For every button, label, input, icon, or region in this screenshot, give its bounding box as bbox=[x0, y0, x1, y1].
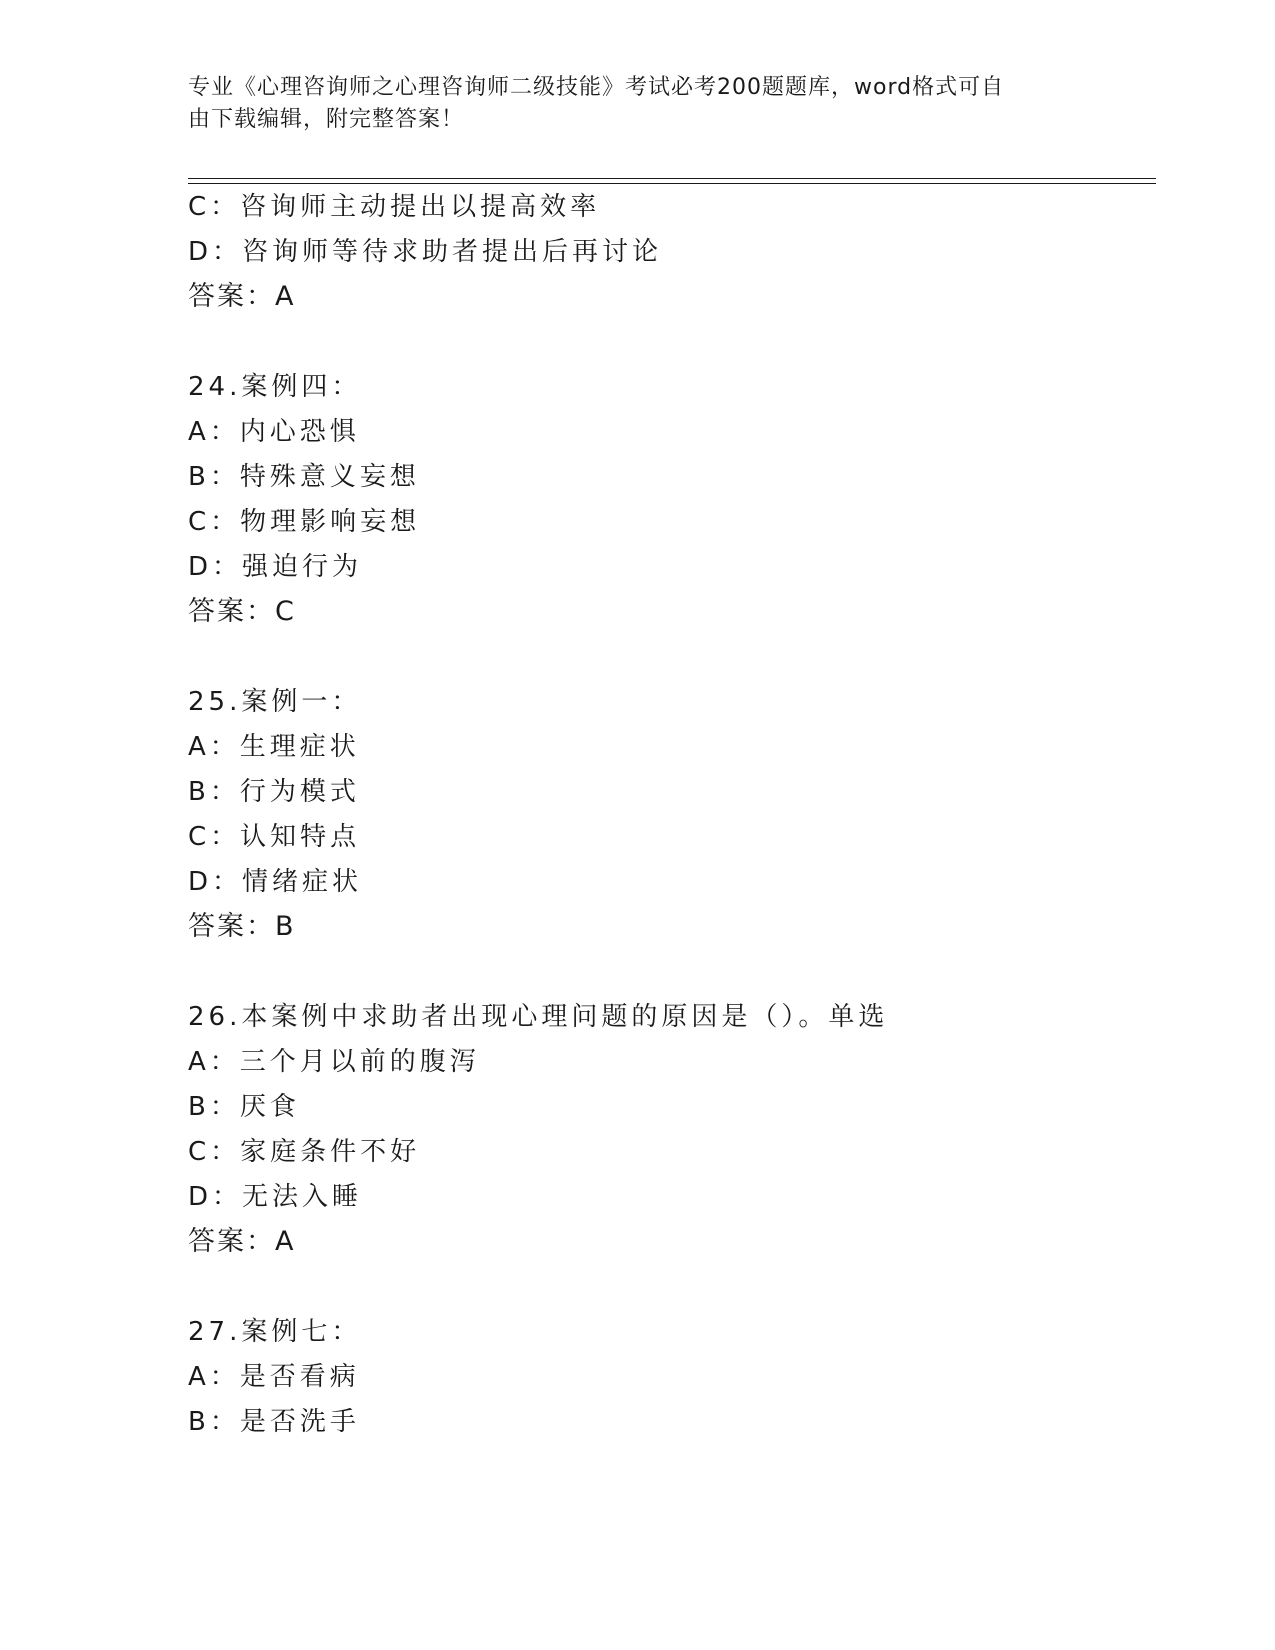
option-c: C：咨询师主动提出以提高效率 bbox=[188, 192, 601, 222]
option-c: C：物理影响妄想 bbox=[188, 507, 421, 537]
option-a: A：内心恐惧 bbox=[188, 417, 360, 447]
header-divider-bottom bbox=[188, 183, 1156, 184]
answer-line: 答案：B bbox=[188, 911, 296, 942]
question-26: 26.本案例中求助者出现心理问题的原因是（）。单选 bbox=[188, 1002, 889, 1032]
option-d: D：强迫行为 bbox=[188, 552, 363, 582]
option-b: B：厌食 bbox=[188, 1092, 300, 1122]
option-c: C：认知特点 bbox=[188, 822, 361, 852]
option-a: A：生理症状 bbox=[188, 732, 360, 762]
document-header bbox=[188, 72, 1088, 136]
answer-line: 答案：A bbox=[188, 1226, 296, 1257]
option-b: B：是否洗手 bbox=[188, 1407, 360, 1437]
question-25: 25.案例一： bbox=[188, 687, 362, 717]
header-line-2: 由下载编辑，附完整答案！ bbox=[188, 107, 465, 132]
answer-line: 答案：A bbox=[188, 281, 296, 312]
option-d: D：无法入睡 bbox=[188, 1182, 363, 1212]
option-d: D：情绪症状 bbox=[188, 867, 363, 897]
question-24: 24.案例四： bbox=[188, 372, 362, 402]
question-27: 27.案例七： bbox=[188, 1317, 362, 1347]
option-a: A：三个月以前的腹泻 bbox=[188, 1047, 480, 1077]
answer-line: 答案：C bbox=[188, 596, 296, 627]
option-b: B：行为模式 bbox=[188, 777, 360, 807]
option-b: B：特殊意义妄想 bbox=[188, 462, 420, 492]
option-c: C：家庭条件不好 bbox=[188, 1137, 421, 1167]
option-d: D：咨询师等待求助者提出后再讨论 bbox=[188, 237, 663, 267]
header-divider-top bbox=[188, 178, 1156, 179]
header-line-1: 专业《心理咨询师之心理咨询师二级技能》考试必考200题题库，word格式可自 bbox=[188, 75, 1005, 100]
option-a: A：是否看病 bbox=[188, 1362, 360, 1392]
